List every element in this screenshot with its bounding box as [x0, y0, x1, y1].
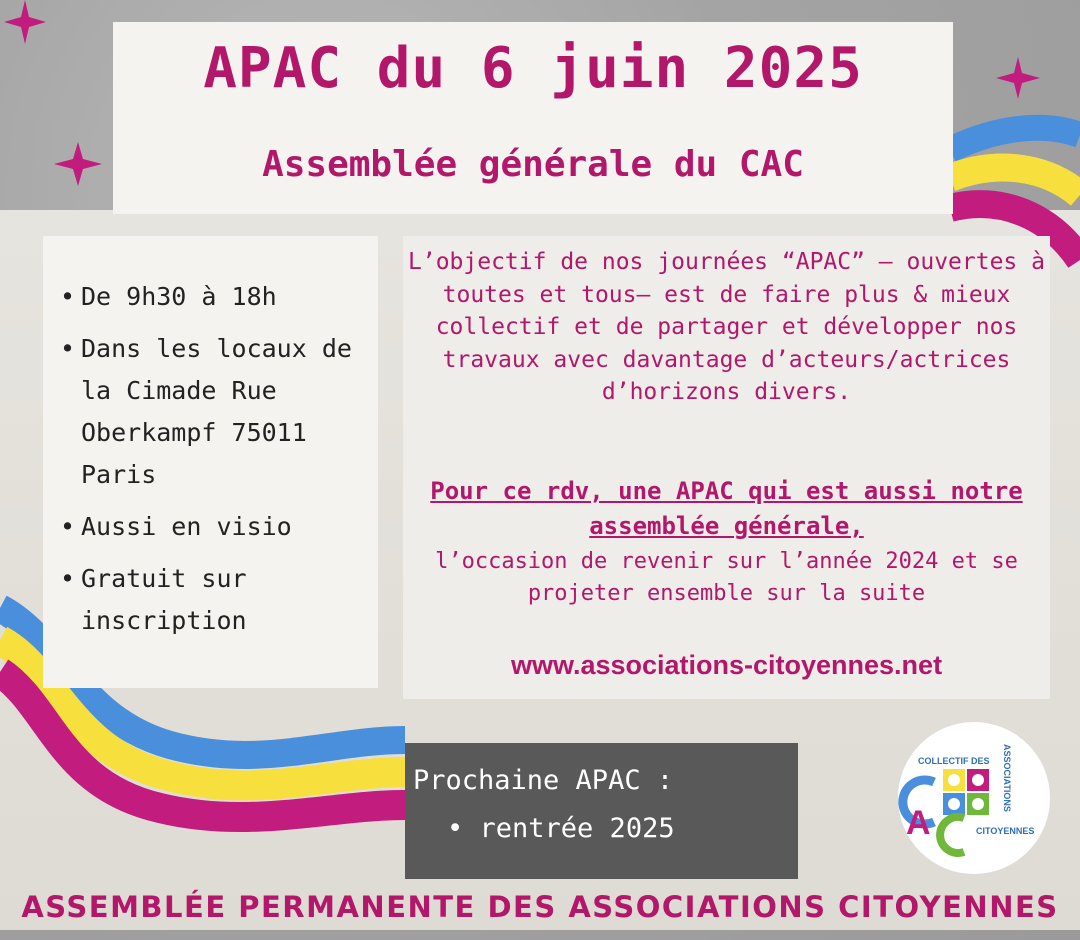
next-apac-date: rentrée 2025	[479, 813, 675, 844]
sparkle-icon	[54, 142, 102, 186]
title-banner	[113, 22, 953, 214]
detail-location: Dans les locaux de la Cimade Rue Oberkampf 75011 Paris	[81, 334, 352, 489]
intro-text: L’objectif de nos journées “APAC” – ouvertes à toutes et tous– est de faire plus & mieux collectif et de partager et développer nos travaux avec davantage d’acteurs/actrices d’horizons divers.	[408, 249, 1045, 405]
cac-logo	[898, 722, 1050, 874]
list-item	[53, 276, 378, 318]
event-details-list	[53, 276, 378, 652]
logo-c2-icon	[940, 817, 964, 853]
logo-hand-icon	[948, 774, 960, 786]
list-item	[53, 506, 378, 548]
footer-title: ASSEMBLÉE PERMANENTE DES ASSOCIATIONS CITOYENNES	[21, 890, 1059, 924]
logo-text-top: COLLECTIF DES	[918, 756, 990, 766]
sparkle-icon	[996, 57, 1040, 99]
website-link[interactable]: www.associations-citoyennes.net	[510, 650, 943, 680]
list-item	[53, 558, 378, 642]
description-panel	[403, 236, 1050, 699]
sparkle-icon	[4, 0, 46, 44]
logo-hand-icon	[972, 798, 984, 810]
logo-hand-icon	[948, 798, 960, 810]
bullet-icon: •	[60, 282, 76, 311]
bullet-icon: •	[60, 334, 76, 363]
next-apac-panel	[405, 743, 798, 879]
detail-visio: Aussi en visio	[81, 512, 292, 541]
ribbon-top-blue	[950, 128, 1080, 150]
logo-text-right: ASSOCIATIONS	[1002, 744, 1012, 812]
next-apac-item: • rentrée 2025	[447, 813, 675, 844]
bullet-icon: •	[60, 564, 76, 593]
detail-time: De 9h30 à 18h	[81, 282, 277, 311]
next-apac-title: Prochaine APAC :	[413, 765, 674, 796]
detail-text: l’occasion de revenir sur l’année 2024 et se projeter ensemble sur la suite	[435, 549, 1018, 606]
highlight-underlined: Pour ce rdv, une APAC qui est aussi notre assemblée générale,	[430, 477, 1023, 540]
cac-logo-graphic	[898, 722, 1050, 874]
logo-hand-icon	[972, 774, 984, 786]
logo-text-bottom: CITOYENNES	[976, 826, 1035, 836]
detail-price: Gratuit sur inscription	[81, 564, 247, 635]
page-subtitle: Assemblée générale du CAC	[262, 144, 804, 185]
list-item	[53, 328, 378, 496]
event-details-panel	[43, 236, 378, 688]
page-title: APAC du 6 juin 2025	[203, 36, 863, 101]
highlight-text	[403, 474, 1050, 544]
bullet-icon: •	[60, 512, 76, 541]
logo-a-icon: A	[906, 804, 931, 842]
